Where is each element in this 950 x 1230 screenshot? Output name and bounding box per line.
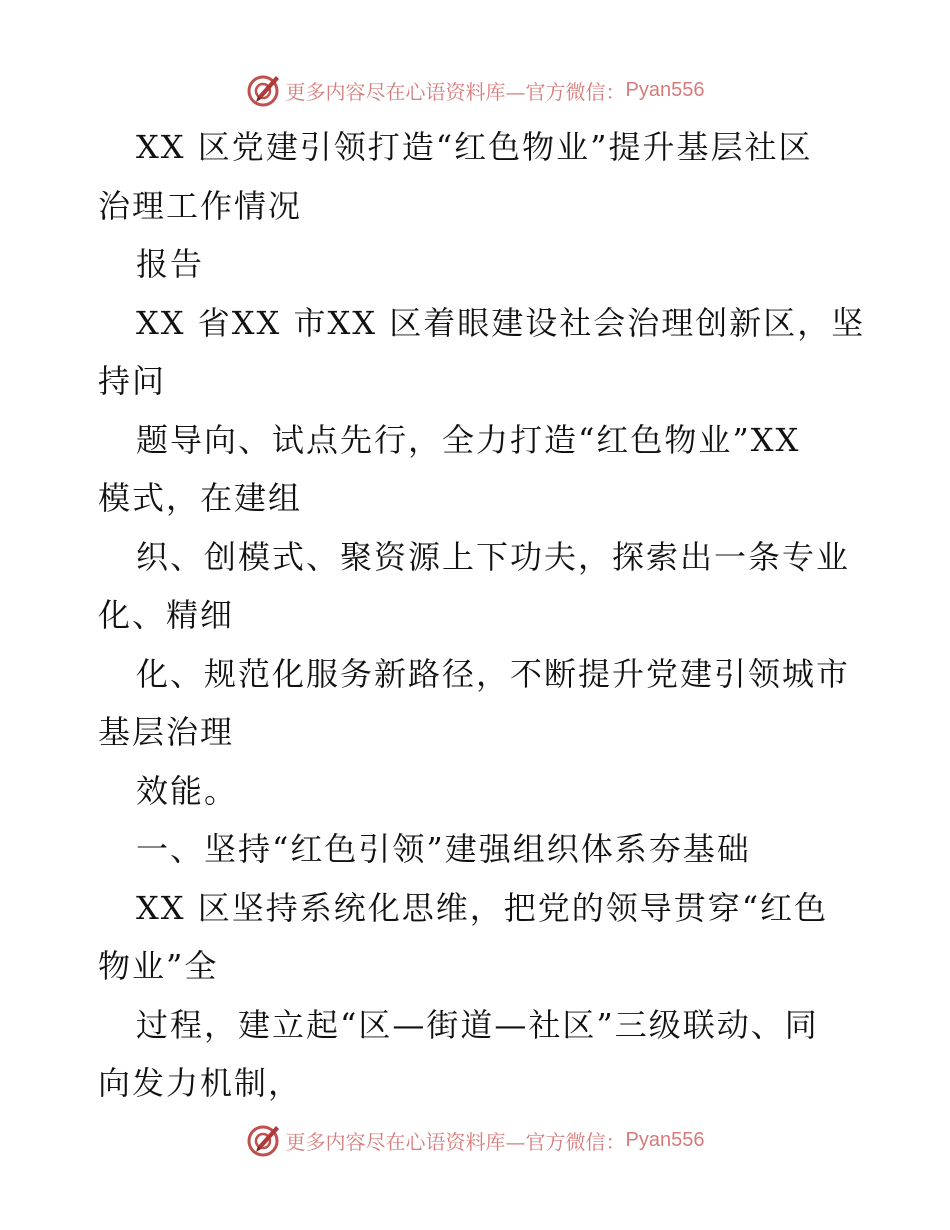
watermark-banner-top <box>0 70 950 110</box>
watermark-text: 更多内容尽在心语资料库—官方微信： <box>285 79 626 104</box>
document-body <box>98 118 866 1113</box>
watermark-handle: Pyan556 <box>625 78 705 101</box>
text-line: 题导向、试点先行，全力打造“红色物业”XX <box>136 420 801 459</box>
quill-logo-icon <box>246 72 282 108</box>
text-line: 一、坚持“红色引领”建强组织体系夯基础 <box>136 830 751 868</box>
text-line: 过程，建立起“区—街道—社区”三级联动、同 <box>136 1005 819 1044</box>
watermark-text: 更多内容尽在心语资料库—官方微信： <box>285 1129 626 1154</box>
text-line: 持问 <box>98 362 167 400</box>
text-line: 报告 <box>136 245 205 283</box>
text-line: 模式，在建组 <box>98 479 303 517</box>
text-line: 向发力机制， <box>98 1064 303 1102</box>
quill-logo-icon <box>246 1122 282 1158</box>
text-line: 物业”全 <box>98 947 219 985</box>
text-line: 织、创模式、聚资源上下功夫，探索出一条专业 <box>136 537 851 576</box>
watermark-handle: Pyan556 <box>625 1128 705 1151</box>
text-line: XX 省XX 市XX 区着眼建设社会治理创新区，坚 <box>136 303 866 342</box>
text-line: 化、规范化服务新路径，不断提升党建引领城市 <box>136 654 851 693</box>
text-line: 基层治理 <box>98 713 235 751</box>
text-line: 化、精细 <box>98 596 235 634</box>
text-line: 治理工作情况 <box>98 186 303 225</box>
watermark-banner-bottom <box>0 1120 950 1160</box>
text-line: XX 区党建引领打造“红色物业”提升基层社区 <box>136 128 813 166</box>
text-line: 效能。 <box>136 771 239 810</box>
text-line: XX 区坚持系统化思维，把党的领导贯穿“红色 <box>136 888 829 927</box>
